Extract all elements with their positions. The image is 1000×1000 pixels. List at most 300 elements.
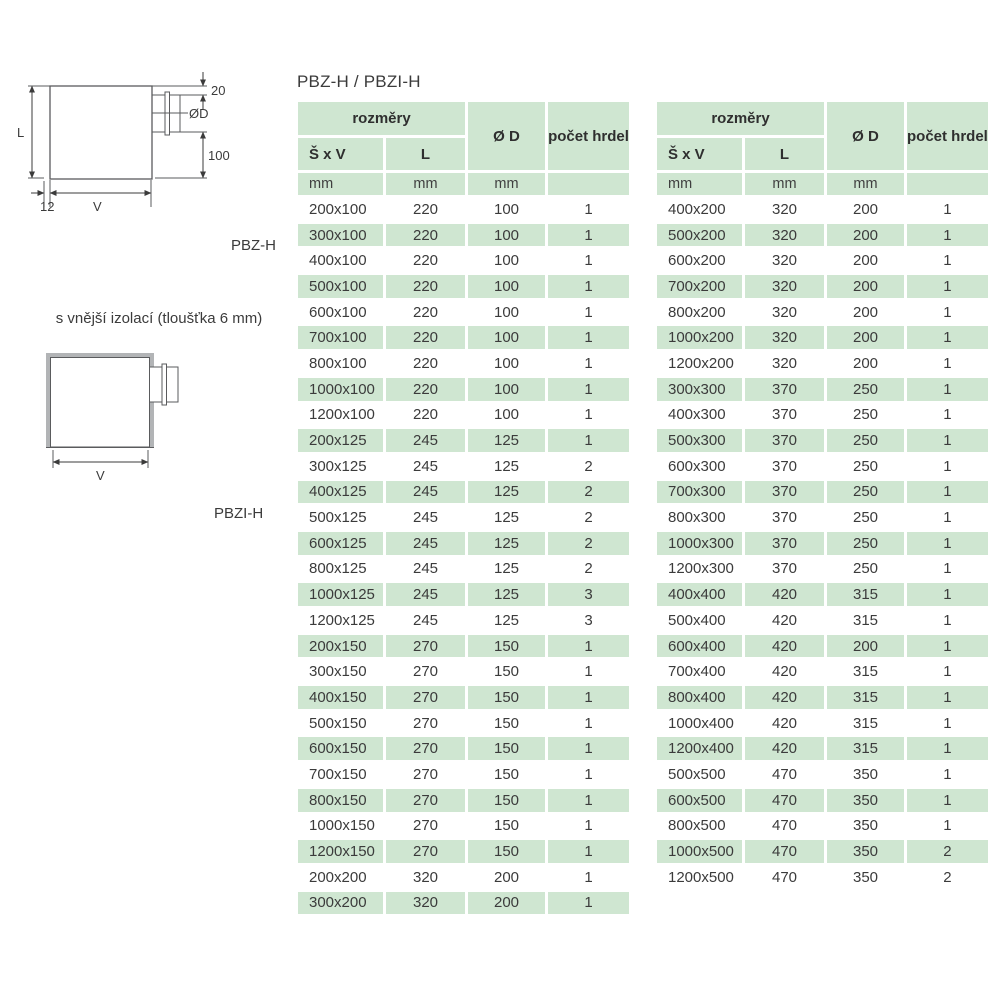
table-row [657,686,988,709]
table-cell: 350 [827,763,904,786]
table-cell: 1200x125 [298,609,383,632]
table-cell: 270 [386,712,465,735]
table-row [657,737,988,760]
table-cell: 125 [468,429,545,452]
table-cell: 370 [745,558,824,581]
drawing-caption-pbzh: PBZ-H [231,237,276,254]
table-cell: 250 [827,481,904,504]
table-cell: 2 [907,840,988,863]
table-cell: 420 [745,609,824,632]
table-row [657,815,988,838]
table-cell: 1 [907,404,988,427]
unit-cell: mm [386,173,465,195]
table-cell: 600x500 [657,789,742,812]
table-cell: 400x100 [298,249,383,272]
table-cell: 125 [468,558,545,581]
drawing-pbzh [10,68,232,214]
page-title: PBZ-H / PBZI-H [297,72,421,91]
table-cell: 125 [468,481,545,504]
table-cell: 1 [907,660,988,683]
table-cell: 420 [745,712,824,735]
table-cell: 150 [468,763,545,786]
table-cell: 1000x200 [657,326,742,349]
table-cell: 125 [468,455,545,478]
table-cell: 400x125 [298,481,383,504]
table-cell: 3 [548,583,629,606]
table-row [657,429,988,452]
unit-cell: mm [657,173,742,195]
table-cell: 320 [386,892,465,915]
table-row [657,583,988,606]
table-cell: 470 [745,840,824,863]
table-cell: 1 [907,481,988,504]
table-cell: 700x150 [298,763,383,786]
table-cell: 1200x150 [298,840,383,863]
table-cell: 270 [386,737,465,760]
table-cell: 1000x125 [298,583,383,606]
table-cell: 320 [745,326,824,349]
table-cell: 200 [827,224,904,247]
dim-label-v: V [93,199,102,214]
table-row [298,224,629,247]
table-cell: 370 [745,455,824,478]
table-cell: 270 [386,763,465,786]
table-row [657,404,988,427]
table-row [298,558,629,581]
table-cell: 100 [468,352,545,375]
table-cell: 200x200 [298,866,383,889]
table-cell: 300x150 [298,660,383,683]
table-cell: 220 [386,378,465,401]
table-row [298,635,629,658]
table-row [657,763,988,786]
column-header-diameter: Ø D [827,102,904,170]
dimension-table-right [654,99,991,892]
table-row [298,429,629,452]
table-row [298,198,629,221]
table-row [298,892,629,915]
drawing-caption-pbzi: PBZI-H [214,505,264,522]
table-cell: 500x300 [657,429,742,452]
table-cell: 1200x400 [657,737,742,760]
column-header-width-height: Š x V [298,138,383,170]
table-cell: 245 [386,558,465,581]
table-cell: 100 [468,249,545,272]
dimension-table [295,99,632,917]
unit-cell-empty [907,173,988,195]
table-cell: 250 [827,378,904,401]
insulation-top [46,353,154,357]
table-cell: 350 [827,866,904,889]
table-cell: 1 [548,866,629,889]
table-row [298,352,629,375]
unit-cell: mm [745,173,824,195]
table-cell: 220 [386,275,465,298]
table-cell: 600x300 [657,455,742,478]
table-cell: 370 [745,506,824,529]
table-cell: 1 [548,635,629,658]
dim-label-v: V [96,468,105,483]
table-row [657,455,988,478]
dim-label-100: 100 [208,148,230,163]
table-cell: 1 [548,892,629,915]
table-cell: 200 [827,635,904,658]
table-cell: 300x100 [298,224,383,247]
table-cell: 200x100 [298,198,383,221]
column-header-length: L [386,138,465,170]
table-cell: 1 [907,326,988,349]
insulation-right-lower [150,402,154,447]
table-row [298,866,629,889]
table-cell: 320 [745,301,824,324]
table-cell: 270 [386,789,465,812]
table-cell: 1000x500 [657,840,742,863]
table-cell: 420 [745,583,824,606]
table-cell: 1 [907,815,988,838]
table-cell: 370 [745,532,824,555]
table-row [298,840,629,863]
table-cell: 800x500 [657,815,742,838]
table-cell: 500x400 [657,609,742,632]
table-cell: 600x100 [298,301,383,324]
table-cell: 3 [548,609,629,632]
table-row [657,378,988,401]
table-cell: 1 [548,378,629,401]
table-row [657,635,988,658]
table-cell: 1 [907,224,988,247]
table-cell: 600x200 [657,249,742,272]
unit-cell: mm [298,173,383,195]
table-cell: 500x150 [298,712,383,735]
table-cell: 1 [548,815,629,838]
table-row [657,789,988,812]
dimension-table [654,99,991,892]
table-cell: 100 [468,275,545,298]
table-cell: 1 [548,275,629,298]
table-cell: 200x125 [298,429,383,452]
table-cell: 200x150 [298,635,383,658]
table-row [657,224,988,247]
table-cell: 1000x100 [298,378,383,401]
table-cell: 1 [548,404,629,427]
table-row [298,583,629,606]
table-cell: 1000x150 [298,815,383,838]
table-row [298,712,629,735]
table-cell: 220 [386,404,465,427]
table-cell: 320 [745,249,824,272]
table-cell: 1 [907,301,988,324]
dim-label-20: 20 [211,83,226,98]
table-cell: 250 [827,532,904,555]
table-cell: 1 [907,737,988,760]
table-cell: 250 [827,429,904,452]
table-cell: 1 [907,558,988,581]
table-cell: 320 [386,866,465,889]
table-cell: 600x400 [657,635,742,658]
table-cell: 320 [745,352,824,375]
table-row [657,506,988,529]
table-cell: 1 [907,378,988,401]
table-row [657,352,988,375]
table-cell: 1 [907,429,988,452]
table-cell: 800x125 [298,558,383,581]
table-cell: 1 [907,635,988,658]
table-cell: 470 [745,789,824,812]
table-cell: 125 [468,532,545,555]
table-cell: 500x500 [657,763,742,786]
table-cell: 1000x300 [657,532,742,555]
table-cell: 1200x200 [657,352,742,375]
table-cell: 470 [745,763,824,786]
table-cell: 800x300 [657,506,742,529]
table-cell: 2 [548,558,629,581]
box-body-outline [50,86,152,179]
table-row [657,558,988,581]
table-cell: 200 [468,892,545,915]
table-row [657,532,988,555]
table-cell: 220 [386,224,465,247]
table-row [657,275,988,298]
table-cell: 400x300 [657,404,742,427]
table-cell: 700x400 [657,660,742,683]
table-cell: 700x100 [298,326,383,349]
table-cell: 100 [468,198,545,221]
table-cell: 1 [548,301,629,324]
table-row [298,789,629,812]
table-cell: 800x150 [298,789,383,812]
table-cell: 800x200 [657,301,742,324]
insulation-left [46,353,50,447]
column-header-dimensions: rozměry [657,102,824,135]
table-cell: 600x125 [298,532,383,555]
table-cell: 200 [827,275,904,298]
table-cell: 320 [745,275,824,298]
table-cell: 500x125 [298,506,383,529]
table-cell: 315 [827,686,904,709]
table-cell: 315 [827,660,904,683]
table-cell: 315 [827,609,904,632]
table-cell: 1 [907,198,988,221]
table-cell: 350 [827,815,904,838]
table-cell: 220 [386,198,465,221]
table-row [657,326,988,349]
table-cell: 2 [548,481,629,504]
table-cell: 220 [386,326,465,349]
table-cell: 370 [745,378,824,401]
table-cell: 1 [907,249,988,272]
table-cell: 420 [745,737,824,760]
column-header-dimensions: rozměry [298,102,465,135]
table-cell: 125 [468,609,545,632]
table-cell: 1 [548,840,629,863]
table-row [298,301,629,324]
table-cell: 320 [745,224,824,247]
table-cell: 1 [548,326,629,349]
table-row [298,737,629,760]
unit-cell-empty [548,173,629,195]
table-row [298,506,629,529]
table-cell: 150 [468,686,545,709]
table-cell: 470 [745,866,824,889]
table-cell: 420 [745,635,824,658]
table-cell: 1 [548,352,629,375]
table-cell: 1 [548,198,629,221]
dimension-table-left [295,99,632,917]
table-cell: 1 [548,763,629,786]
table-row [657,866,988,889]
table-cell: 250 [827,558,904,581]
table-cell: 1000x400 [657,712,742,735]
table-row [298,404,629,427]
table-cell: 1 [907,583,988,606]
table-row [657,301,988,324]
spigot-collar [162,364,167,405]
table-cell: 1 [548,249,629,272]
table-cell: 1 [907,609,988,632]
column-header-width-height: Š x V [657,138,742,170]
table-cell: 200 [468,866,545,889]
table-cell: 270 [386,815,465,838]
table-cell: 500x100 [298,275,383,298]
table-cell: 1 [907,789,988,812]
table-cell: 300x125 [298,455,383,478]
box-body-outline [51,358,150,448]
table-cell: 320 [745,198,824,221]
column-header-spigot-count: počet hrdel [548,102,629,170]
table-cell: 470 [745,815,824,838]
table-cell: 245 [386,481,465,504]
table-cell: 100 [468,378,545,401]
table-cell: 1200x100 [298,404,383,427]
table-row [298,455,629,478]
table-cell: 100 [468,404,545,427]
table-cell: 220 [386,352,465,375]
table-row [298,815,629,838]
table-cell: 1 [548,429,629,452]
table-cell: 1200x300 [657,558,742,581]
table-cell: 370 [745,481,824,504]
table-cell: 150 [468,712,545,735]
table-body [298,198,629,914]
table-row [657,840,988,863]
table-row [298,249,629,272]
table-cell: 1 [548,789,629,812]
dim-label-12: 12 [40,199,55,214]
table-cell: 200 [827,301,904,324]
table-cell: 315 [827,583,904,606]
table-cell: 245 [386,506,465,529]
table-cell: 420 [745,686,824,709]
unit-cell: mm [468,173,545,195]
column-header-spigot-count: počet hrdel [907,102,988,170]
table-cell: 245 [386,609,465,632]
table-row [298,609,629,632]
dim-label-diameter: ØD [189,106,209,121]
table-cell: 220 [386,249,465,272]
spigot-tube [167,367,179,402]
table-cell: 270 [386,635,465,658]
table-row [298,378,629,401]
table-cell: 370 [745,429,824,452]
unit-cell: mm [827,173,904,195]
table-cell: 270 [386,686,465,709]
table-cell: 2 [548,455,629,478]
table-cell: 250 [827,506,904,529]
table-cell: 420 [745,660,824,683]
table-cell: 100 [468,301,545,324]
table-cell: 400x150 [298,686,383,709]
table-cell: 200 [827,352,904,375]
table-cell: 125 [468,583,545,606]
table-row [657,712,988,735]
table-cell: 800x100 [298,352,383,375]
table-row [298,326,629,349]
table-cell: 2 [548,506,629,529]
table-cell: 1 [548,224,629,247]
table-cell: 1 [907,763,988,786]
table-cell: 315 [827,737,904,760]
table-cell: 245 [386,455,465,478]
table-body [657,198,988,889]
table-cell: 1 [907,275,988,298]
table-row [298,481,629,504]
table-cell: 1 [907,506,988,529]
table-cell: 800x400 [657,686,742,709]
table-row [657,481,988,504]
table-cell: 245 [386,429,465,452]
table-cell: 125 [468,506,545,529]
table-row [657,660,988,683]
table-cell: 350 [827,789,904,812]
table-cell: 300x300 [657,378,742,401]
table-cell: 315 [827,712,904,735]
table-row [298,686,629,709]
table-cell: 200 [827,198,904,221]
dim-label-l: L [17,125,25,140]
table-cell: 270 [386,840,465,863]
insulation-right-upper [150,353,154,367]
table-cell: 150 [468,815,545,838]
table-row [298,763,629,786]
table-cell: 2 [907,866,988,889]
table-cell: 1 [907,532,988,555]
table-cell: 350 [827,840,904,863]
table-cell: 1 [548,737,629,760]
table-cell: 700x300 [657,481,742,504]
table-row [657,609,988,632]
table-row [298,532,629,555]
table-cell: 270 [386,660,465,683]
table-row [298,660,629,683]
table-row [657,249,988,272]
table-cell: 1 [548,712,629,735]
table-cell: 200 [827,326,904,349]
table-cell: 245 [386,532,465,555]
table-row [298,275,629,298]
table-cell: 150 [468,737,545,760]
insulation-heading: s vnější izolací (tloušťka 6 mm) [55,310,263,327]
table-cell: 600x150 [298,737,383,760]
table-cell: 1 [548,686,629,709]
table-cell: 250 [827,455,904,478]
table-cell: 1 [548,660,629,683]
table-cell: 1 [907,455,988,478]
drawing-pbzi [40,348,225,483]
table-cell: 250 [827,404,904,427]
table-cell: 150 [468,840,545,863]
table-cell: 1 [907,712,988,735]
table-cell: 100 [468,326,545,349]
